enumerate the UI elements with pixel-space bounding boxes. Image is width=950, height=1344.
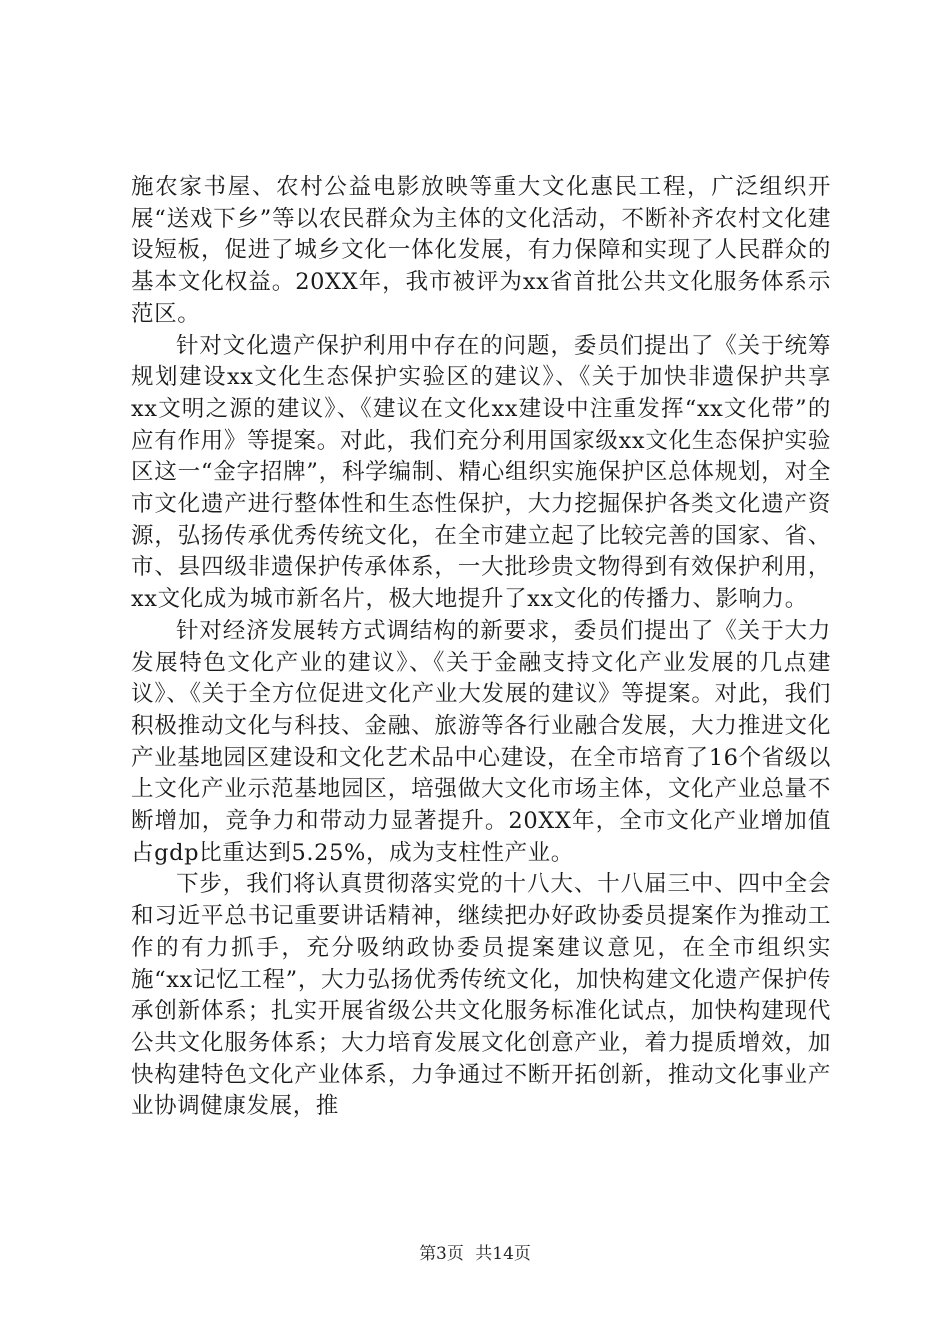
paragraph-continuation: 施农家书屋、农村公益电影放映等重大文化惠民工程，广泛组织开展“送戏下乡”等以农民群众为主体的文化活动，不断补齐农村文化建设短板，促进了城乡文化一体化发展，有力保障和实现了人民群众的基本文化权益。20XX年，我市被评为xx省首批公共文化服务体系示范区。: [131, 174, 831, 327]
page-footer: [0, 1243, 950, 1265]
paragraph-next-steps: 下步，我们将认真贯彻落实党的十八大、十八届三中、四中全会和习近平总书记重要讲话精神，继续把办好政协委员提案作为推动工作的有力抓手，充分吸纳政协委员提案建议意见，在全市组织实施“xx记忆工程”，大力弘扬优秀传统文化，加快构建文化遗产保护传承创新体系；扎实开展省级公共文化服务标准化试点，加快构建现代公共文化服务体系；大力培育发展文化创意产业，着力提质增效，加快构建特色文化产业体系，力争通过不断开拓创新，推动文化事业产业协调健康发展，推: [131, 871, 831, 1120]
paragraph-heritage-protection: 针对文化遗产保护利用中存在的问题，委员们提出了《关于统筹规划建设xx文化生态保护实验区的建议》、《关于加快非遗保护共享xx文明之源的建议》、《建议在文化xx建设中注重发挥“xx文化带”的应有作用》等提案。对此，我们充分利用国家级xx文化生态保护实验区这一“金字招牌”，科学编制、精心组织实施保护区总体规划，对全市文化遗产进行整体性和生态性保护，大力挖掘保护各类文化遗产资源，弘扬传承优秀传统文化，在全市建立起了比较完善的国家、省、市、县四级非遗保护传承体系，一大批珍贵文物得到有效保护利用，xx文化成为城市新名片，极大地提升了xx文化的传播力、影响力。: [131, 332, 831, 613]
page-total: 共14页: [475, 1244, 531, 1264]
paragraph-cultural-industry: 针对经济发展转方式调结构的新要求，委员们提出了《关于大力发展特色文化产业的建议》、《关于金融支持文化产业发展的几点建议》、《关于全方位促进文化产业大发展的建议》等提案。对此，我们积极推动文化与科技、金融、旅游等各行业融合发展，大力推进文化产业基地园区建设和文化艺术品中心建设，在全市培育了16个省级以上文化产业示范基地园区，培强做大文化市场主体，文化产业总量不断增加，竞争力和带动力显著提升。20XX年，全市文化产业增加值占gdp比重达到5.25%，成为支柱性产业。: [131, 617, 831, 866]
document-body: [131, 172, 831, 1123]
page-number: 第3页: [419, 1244, 464, 1264]
